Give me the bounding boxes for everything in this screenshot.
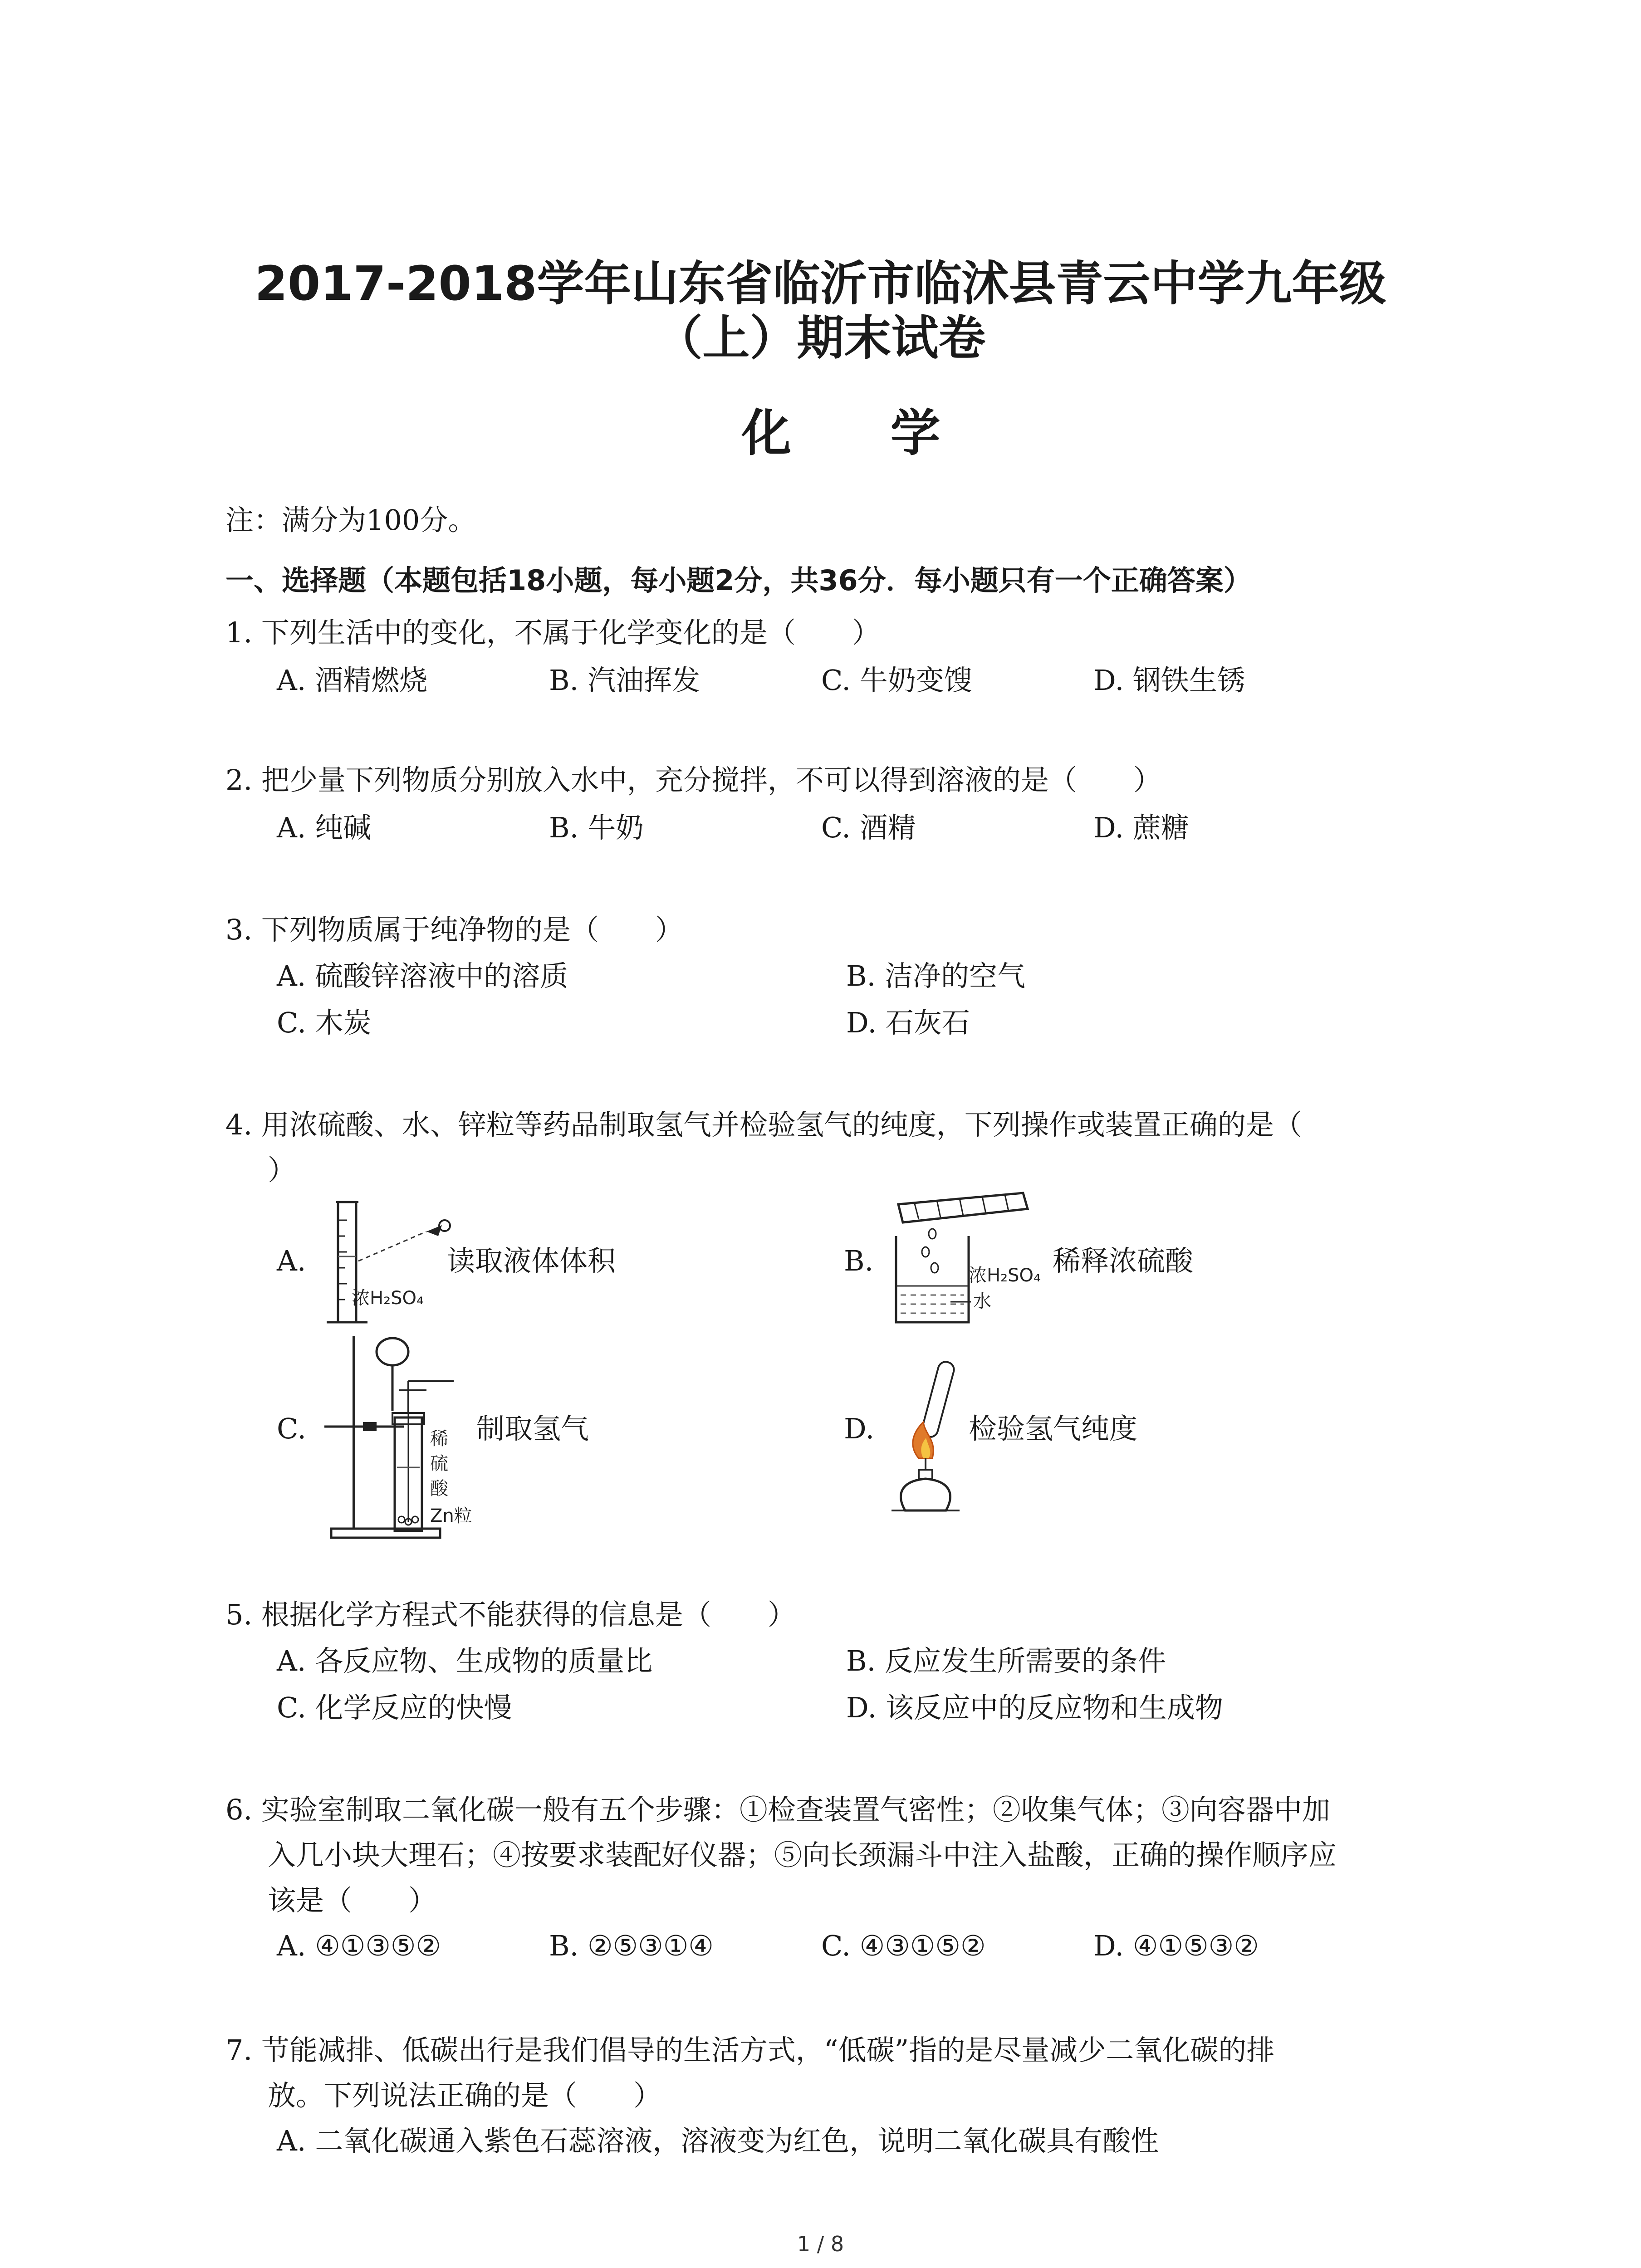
zinc-granules-label: Zn粒 — [430, 1505, 472, 1526]
q1-option-b: B. 汽油挥发 — [549, 664, 700, 697]
q3-option-d: D. 石灰石 — [846, 1006, 970, 1039]
q5-option-a: A. 各反应物、生成物的质量比 — [277, 1644, 653, 1677]
q2-option-b: B. 牛奶 — [549, 811, 644, 844]
title-line-1: 2017-2018学年山东省临沂市临沭县青云中学九年级 — [255, 256, 1386, 311]
q7-option-a: A. 二氧化碳通入紫色石蕊溶液，溶液变为红色，说明二氧化碳具有酸性 — [277, 2124, 1159, 2157]
q4-option-c-caption: 制取氢气 — [476, 1412, 589, 1445]
q6-option-d: D. ④①⑤③② — [1093, 1929, 1259, 1962]
q1-option-c: C. 牛奶变馊 — [821, 664, 972, 697]
page-number: 1 / 8 — [797, 2232, 844, 2256]
q5-option-c: C. 化学反应的快慢 — [277, 1691, 512, 1724]
question-7-stem-line-1: 7. 节能减排、低碳出行是我们倡导的生活方式，“低碳”指的是尽量减少二氧化碳的排 — [225, 2033, 1275, 2067]
q1-option-a: A. 酒精燃烧 — [277, 664, 428, 697]
score-note: 注：满分为100分。 — [225, 503, 476, 537]
q4-option-a-caption: 读取液体体积 — [447, 1244, 616, 1277]
question-4-stem-line-1: 4. 用浓硫酸、水、锌粒等药品制取氢气并检验氢气的纯度，下列操作或装置正确的是（ — [225, 1108, 1302, 1141]
q4-option-c-letter: C. — [277, 1412, 306, 1445]
question-6-stem-line-2: 入几小块大理石；④按要求装配好仪器；⑤向长颈漏斗中注入盐酸，正确的操作顺序应 — [268, 1838, 1337, 1872]
q2-option-c: C. 酒精 — [821, 811, 916, 844]
q2-option-d: D. 蔗糖 — [1093, 811, 1189, 844]
title-line-2: （上）期末试卷 — [655, 310, 986, 366]
q4-option-b-caption: 稀释浓硫酸 — [1053, 1244, 1194, 1277]
question-3-stem: 3. 下列物质属于纯净物的是（ ） — [225, 913, 683, 946]
question-5-stem: 5. 根据化学方程式不能获得的信息是（ ） — [225, 1598, 796, 1631]
q3-option-c: C. 木炭 — [277, 1006, 372, 1039]
q4-option-b-letter: B. — [844, 1244, 874, 1277]
dilute-label-3: 酸 — [430, 1478, 448, 1499]
q6-option-c: C. ④③①⑤② — [821, 1929, 986, 1962]
dilute-label-1: 稀 — [430, 1428, 448, 1449]
q2-option-a: A. 纯碱 — [277, 811, 372, 844]
q4-option-d-letter: D. — [844, 1412, 875, 1445]
q4-option-a-letter: A. — [277, 1244, 306, 1277]
hydrogen-apparatus-diagram — [318, 1331, 490, 1545]
q3-option-b: B. 洁净的空气 — [846, 959, 1025, 992]
question-2-stem: 2. 把少量下列物质分别放入水中，充分搅拌，不可以得到溶液的是（ ） — [225, 763, 1161, 797]
question-7-stem-line-2: 放。下列说法正确的是（ ） — [268, 2079, 662, 2112]
q1-option-d: D. 钢铁生锈 — [1093, 664, 1245, 697]
subject-title: 化 学 — [741, 404, 981, 462]
section-heading: 一、选择题（本题包括18小题，每小题2分，共36分．每小题只有一个正确答案） — [225, 564, 1252, 597]
q5-option-b: B. 反应发生所需要的条件 — [846, 1644, 1166, 1677]
q4-option-d-caption: 检验氢气纯度 — [969, 1412, 1138, 1445]
q3-option-a: A. 硫酸锌溶液中的溶质 — [277, 959, 568, 992]
conc-h2so4-label-b: 浓H₂SO₄ — [969, 1265, 1041, 1286]
q6-option-b: B. ②⑤③①④ — [549, 1929, 714, 1962]
question-6-stem-line-3: 该是（ ） — [268, 1884, 437, 1917]
conc-h2so4-label-a: 浓H₂SO₄ — [352, 1288, 424, 1309]
q5-option-d: D. 该反应中的反应物和生成物 — [846, 1691, 1223, 1724]
question-1-stem: 1. 下列生活中的变化，不属于化学变化的是（ ） — [225, 616, 880, 649]
water-label: 水 — [973, 1291, 991, 1312]
dilute-label-2: 硫 — [430, 1453, 448, 1474]
question-6-stem-line-1: 6. 实验室制取二氧化碳一般有五个步骤：①检查装置气密性；②收集气体；③向容器中加 — [225, 1793, 1330, 1826]
dilution-diagram — [887, 1184, 1068, 1329]
q6-option-a: A. ④①③⑤② — [277, 1929, 441, 1962]
question-4-stem-line-2: ） — [268, 1154, 296, 1187]
